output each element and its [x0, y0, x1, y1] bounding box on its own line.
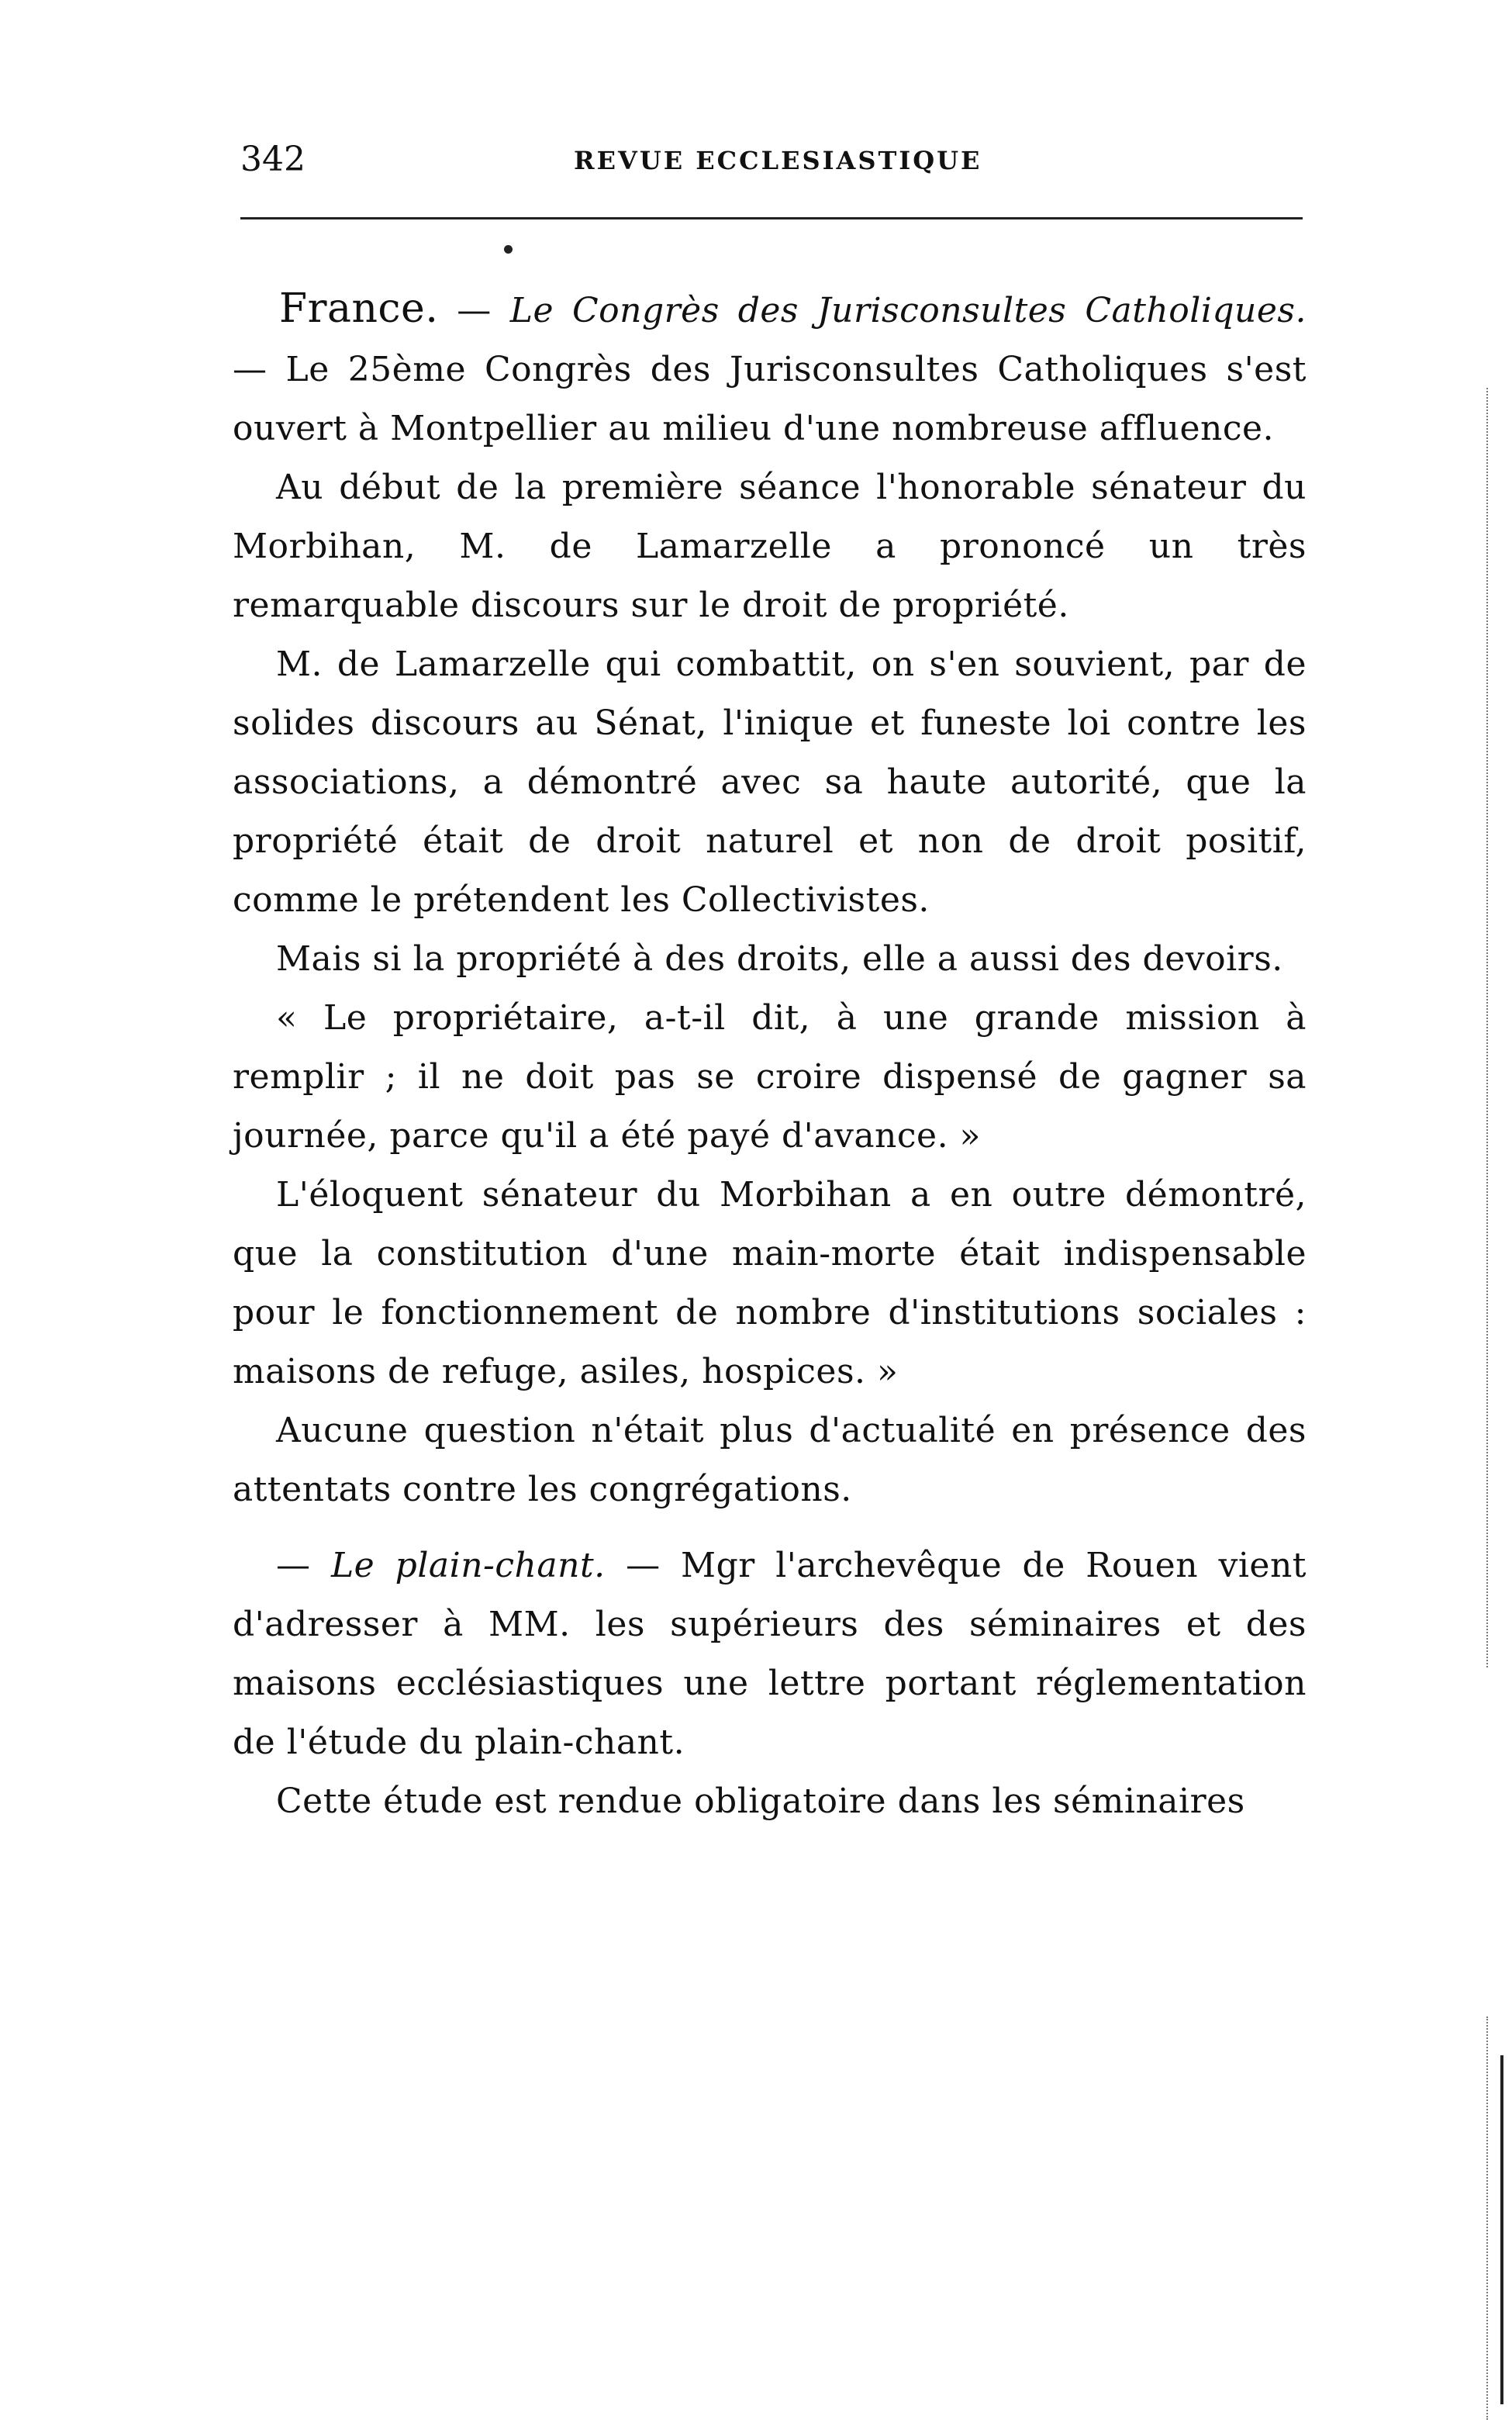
- country-heading: France.: [279, 285, 439, 332]
- ornament-dot: [504, 245, 513, 254]
- margin-dotted-line: [1486, 2016, 1490, 2420]
- heading-dash: —: [233, 350, 286, 389]
- article-title: Le Congrès des Jurisconsultes Catholiques.: [509, 291, 1307, 330]
- running-title: REVUE ECCLESIASTIQUE: [574, 146, 982, 175]
- page-body: [233, 279, 1307, 1831]
- paragraph: L'éloquent sénateur du Morbihan a en outre démontré, que la constitution d'une main-morte était indispensable pour le fonctionnement de nombre d'institutions sociales : maisons de refuge, asiles, hospices. »: [233, 1175, 1307, 1391]
- margin-solid-line: [1500, 2055, 1503, 2404]
- paragraph-text: Le 25ème Congrès des Jurisconsultes Catholiques s'est ouvert à Montpellier au milieu d'une nombreuse affluence.: [233, 350, 1307, 448]
- heading-dash: —: [605, 1546, 682, 1585]
- paragraph: Aucune question n'était plus d'actualité en présence des attentats contre les congrégations.: [233, 1411, 1307, 1509]
- article-france-intro: [233, 279, 1307, 458]
- article-title: Le plain-chant.: [330, 1546, 606, 1585]
- scan-margin-marks: [1477, 388, 1500, 2420]
- header-rule: [240, 217, 1303, 219]
- paragraph: M. de Lamarzelle qui combattit, on s'en souvient, par de solides discours au Sénat, l'inique et funeste loi contre les associations, a démontré avec sa haute autorité, que la propriété était de droit naturel et non de droit positif, comme le prétendent les Collectivistes.: [233, 645, 1307, 920]
- paragraph-quote: « Le propriétaire, a-t-il dit, à une grande mission à remplir ; il ne doit pas se croire dispensé de gagner sa journée, parce qu'il a été payé d'avance. »: [233, 998, 1307, 1156]
- heading-dash: —: [276, 1546, 331, 1585]
- paragraph-text: Mgr l'archevêque de Rouen vient d'adresser à MM. les supérieurs des séminaires et des maisons ecclésiastiques une lettre portant réglementation de l'étude du plain-chant.: [233, 1546, 1307, 1762]
- page-number: 342: [240, 140, 306, 179]
- article-plain-chant-intro: [233, 1536, 1307, 1772]
- running-head: [240, 137, 1303, 183]
- paragraph: Au début de la première séance l'honorable sénateur du Morbihan, M. de Lamarzelle a prononcé un très remarquable discours sur le droit de propriété.: [233, 468, 1307, 625]
- heading-dash: —: [438, 291, 510, 330]
- paragraph: Mais si la propriété à des droits, elle a aussi des devoirs.: [276, 939, 1283, 979]
- margin-dotted-line: [1486, 388, 1490, 1667]
- paragraph: Cette étude est rendue obligatoire dans les séminaires: [276, 1781, 1245, 1821]
